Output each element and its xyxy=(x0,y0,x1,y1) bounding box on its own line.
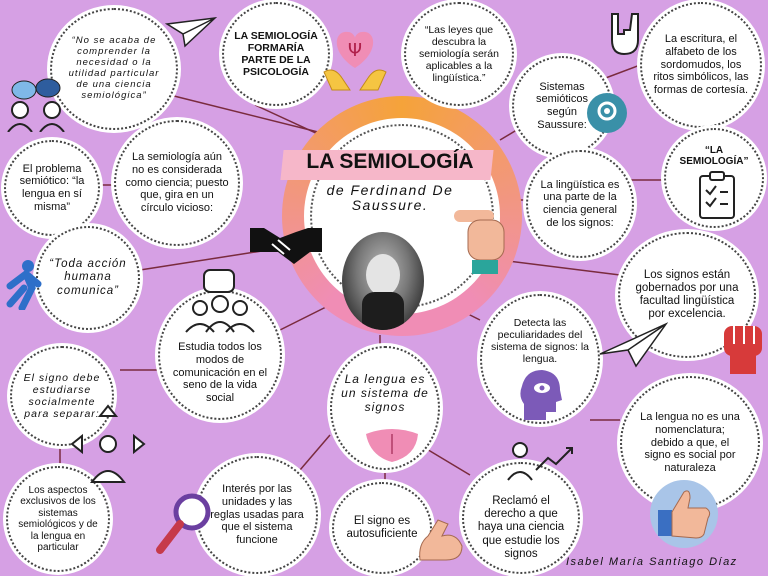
fist-icon xyxy=(450,204,514,276)
bubble-text: Los signos están gobernados por una facultad lingüística por excelencia. xyxy=(635,268,739,321)
bubble-text: El signo debe estudiarse socialmente para separar: xyxy=(23,371,101,421)
bubble-text: Sistemas semióticos según Saussure: xyxy=(536,80,588,131)
bubble-quote-useful xyxy=(50,8,178,130)
bubble-interes xyxy=(196,456,318,574)
bubble-text: La lengua es un sistema de signos xyxy=(341,372,429,414)
rock-hand-icon xyxy=(604,10,644,58)
person-arrows-icon xyxy=(70,404,146,484)
bubble-no-ciencia xyxy=(114,120,240,246)
bubble-problema xyxy=(4,140,100,236)
bubble-text: El problema semiótico: “la lengua en sí misma” xyxy=(19,162,85,213)
bubble-text: La lengua no es una nomenclatura; debido a que, el signo es social por naturaleza xyxy=(640,411,740,474)
bubble-text: La escritura, el alfabeto de los sordomudos, los ritos simbólicos, las formas de cortesía. xyxy=(653,33,749,96)
bubble-text: “Toda acción humana comunica” xyxy=(49,258,127,297)
saussure-portrait xyxy=(342,232,424,330)
muscle-icon xyxy=(416,516,466,564)
tongue-icon xyxy=(362,424,422,464)
page-title: LA SEMIOLOGÍA xyxy=(306,150,474,173)
handshake-icon xyxy=(250,222,322,266)
growth-person-icon xyxy=(506,440,576,482)
paper-plane-icon xyxy=(598,320,668,370)
paper-plane-icon xyxy=(165,14,217,50)
bubble-text: Los aspectos exclusivos de los sistemas semiológicos y de la lengua en particular xyxy=(18,484,98,553)
svg-text:Ψ: Ψ xyxy=(347,40,363,61)
author-name: Isabel María Santiago Díaz xyxy=(566,556,738,568)
group-speech-icon xyxy=(180,268,260,334)
people-chat-icon xyxy=(4,76,68,132)
magnifier-icon xyxy=(154,490,214,556)
running-person-icon xyxy=(2,258,42,310)
raised-fist-icon xyxy=(720,320,766,376)
bubble-linguistica xyxy=(526,150,634,258)
bubble-text: La semiología aún no es considerada como ciencia; puesto que, gira en un círculo vicioso: xyxy=(125,151,229,214)
brain-gear-icon xyxy=(586,92,628,134)
head-eye-icon xyxy=(516,366,564,422)
bubble-escritura xyxy=(640,2,762,128)
bubble-text: El signo es autosuficiente xyxy=(346,514,418,540)
bubble-text: “LA SEMIOLOGÍA” xyxy=(679,144,749,167)
bubble-text: Reclamó el derecho a que haya una ciencia que estudie los signos xyxy=(477,494,565,560)
bubble-leyes xyxy=(404,2,514,106)
bubble-toda-accion xyxy=(36,226,140,330)
bubble-text: Estudia todos los modos de comunicación en el seno de la vida social xyxy=(172,341,268,404)
bubble-text: La lingüística es una parte de la ciencia general de los signos: xyxy=(540,178,620,229)
thumbs-up-icon xyxy=(644,478,724,548)
heart-psi-icon xyxy=(320,16,390,92)
clipboard-icon xyxy=(696,170,738,220)
bubble-text: LA SEMIOLOGÍA FORMARÍA PARTE DE LA PSICOLOGÍA xyxy=(234,29,318,79)
bubble-text: Detecta las peculiaridades del sistema de signos: la lengua. xyxy=(490,316,590,366)
bubble-text: Interés por las unidades y las reglas usadas para que el sistema funcione xyxy=(210,483,304,546)
page-subtitle: de Ferdinand De Saussure. xyxy=(326,182,454,214)
bubble-text: “Las leyes que descubra la semiología serán aplicables a la lingüística.” xyxy=(419,23,499,85)
bubble-formaria xyxy=(222,2,330,106)
bubble-text: “No se acaba de comprender la necesidad o la utilidad particular de una ciencia semiológica” xyxy=(68,35,160,101)
